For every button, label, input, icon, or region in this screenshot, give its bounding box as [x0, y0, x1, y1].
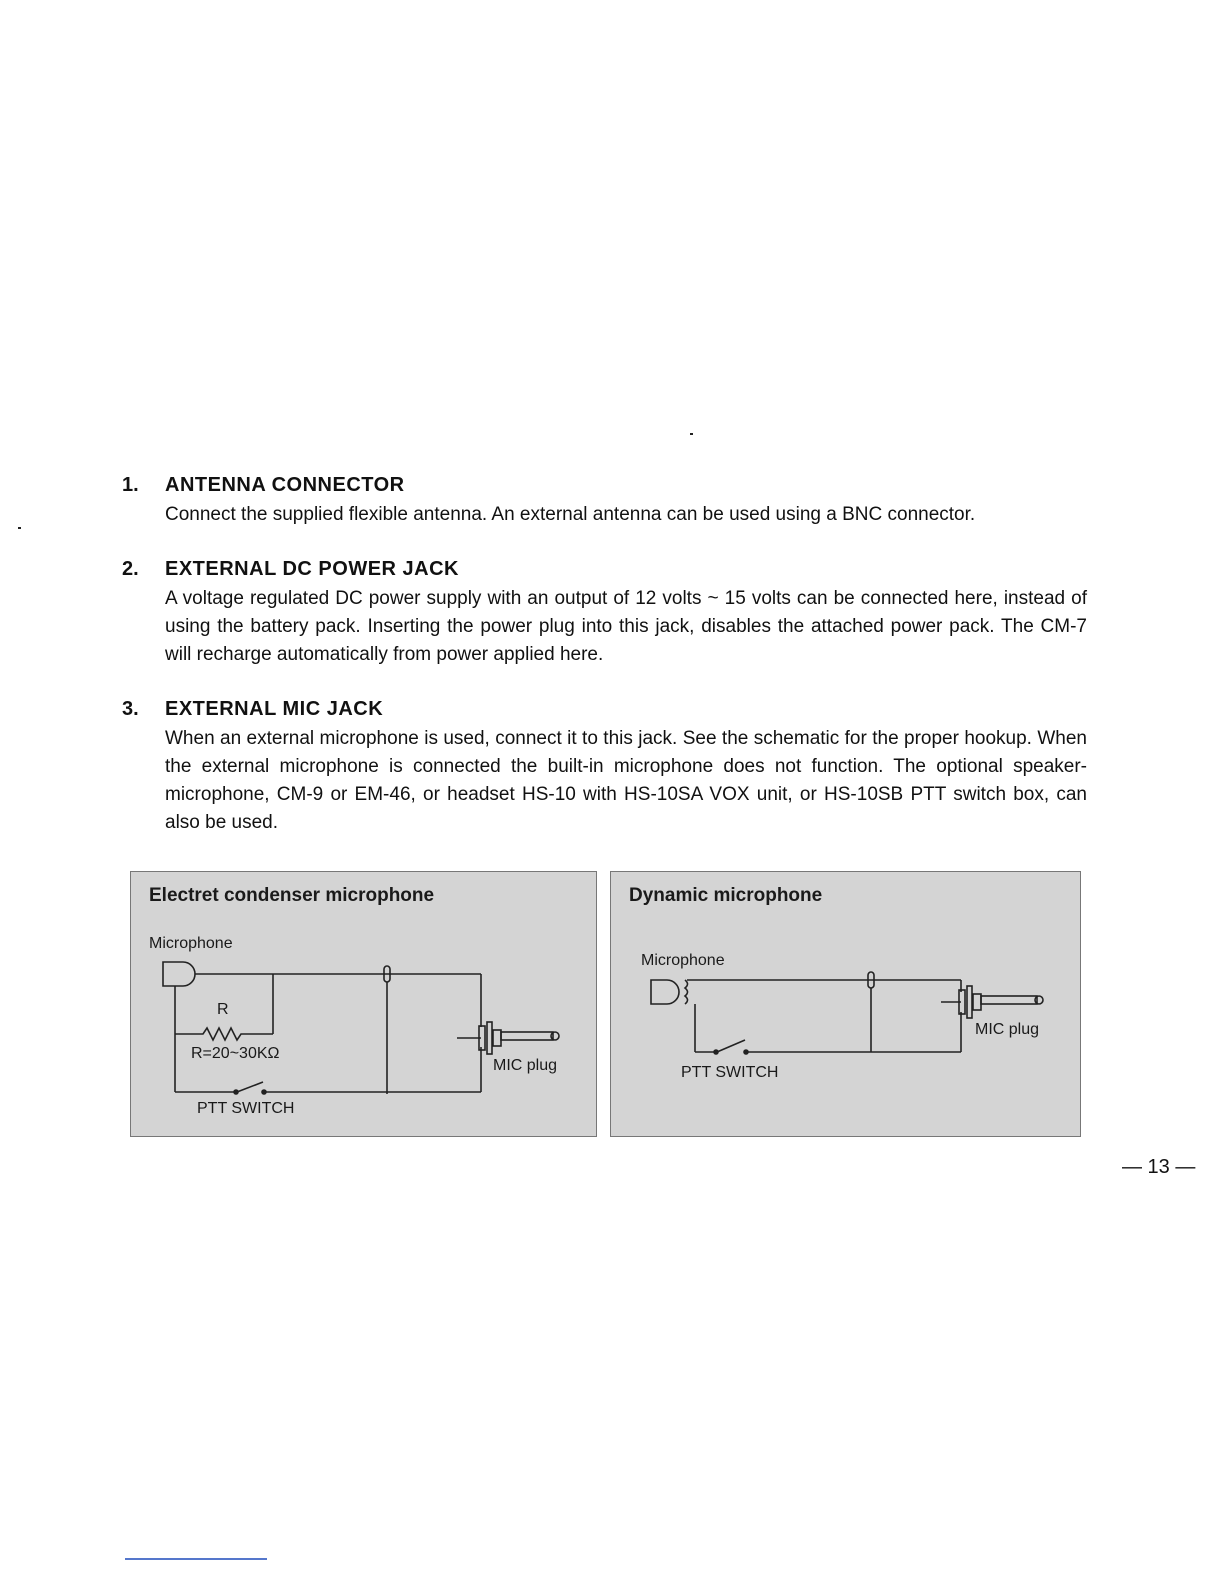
section-dc-power-jack [122, 558, 1092, 668]
section-number: 2. [122, 558, 139, 580]
section-title: ANTENNA CONNECTOR [165, 474, 405, 496]
section-body: A voltage regulated DC power supply with an output of 12 volts ~ 15 volts can be connected here, instead of using the battery pack. Inserting the power plug into this jack, disables the attached power pack. The CM-7 will recharge automatically from power applied here. [165, 588, 1087, 665]
mic-plug-label: MIC plug [975, 1021, 1040, 1038]
microphone-label: Microphone [149, 935, 233, 952]
mic-plug-symbol [457, 1022, 559, 1054]
section-mic-jack [122, 698, 1092, 838]
ptt-switch-symbol [717, 1040, 745, 1052]
coil-symbol [685, 980, 688, 1004]
dynamic-circuit-drawing [611, 872, 1082, 1138]
section-antenna-connector [122, 474, 1092, 534]
section-title: EXTERNAL DC POWER JACK [165, 558, 459, 580]
microphone-label: Microphone [641, 952, 725, 969]
microphone-symbol [651, 980, 679, 1004]
panel-title: Dynamic microphone [629, 885, 823, 906]
bottom-rule [125, 1558, 267, 1560]
ptt-switch-label: PTT SWITCH [681, 1064, 779, 1081]
scan-speck [690, 433, 693, 435]
electret-mic-schematic [130, 871, 597, 1137]
panel-title: Electret condenser microphone [149, 885, 435, 906]
electret-circuit-drawing [131, 872, 598, 1138]
microphone-symbol [163, 962, 195, 986]
section-body: When an external microphone is used, connect it to this jack. See the schematic for the proper hookup. When the external microphone is connected the built-in microphone does not function. The optional speaker-microphone, CM-9 or EM-46, or headset HS-10 with HS-10SA VOX unit, or HS-10SB PTT switch box, can also be used. [165, 728, 1087, 833]
section-title: EXTERNAL MIC JACK [165, 698, 384, 720]
section-number: 3. [122, 698, 139, 720]
mic-plug-symbol [941, 986, 1043, 1018]
ptt-switch-label: PTT SWITCH [197, 1100, 295, 1117]
resistor-symbol [175, 1028, 273, 1040]
mic-plug-label: MIC plug [493, 1057, 558, 1074]
resistor-value-label: R=20~30KΩ [191, 1045, 280, 1062]
scan-speck [18, 527, 21, 529]
page-number: — 13 — [1122, 1156, 1196, 1178]
section-number: 1. [122, 474, 139, 496]
section-body: Connect the supplied flexible antenna. An external antenna can be used using a BNC connector. [165, 504, 976, 525]
resistor-label: R [217, 1001, 229, 1018]
ptt-switch-symbol [237, 1082, 263, 1092]
dynamic-mic-schematic [610, 871, 1081, 1137]
